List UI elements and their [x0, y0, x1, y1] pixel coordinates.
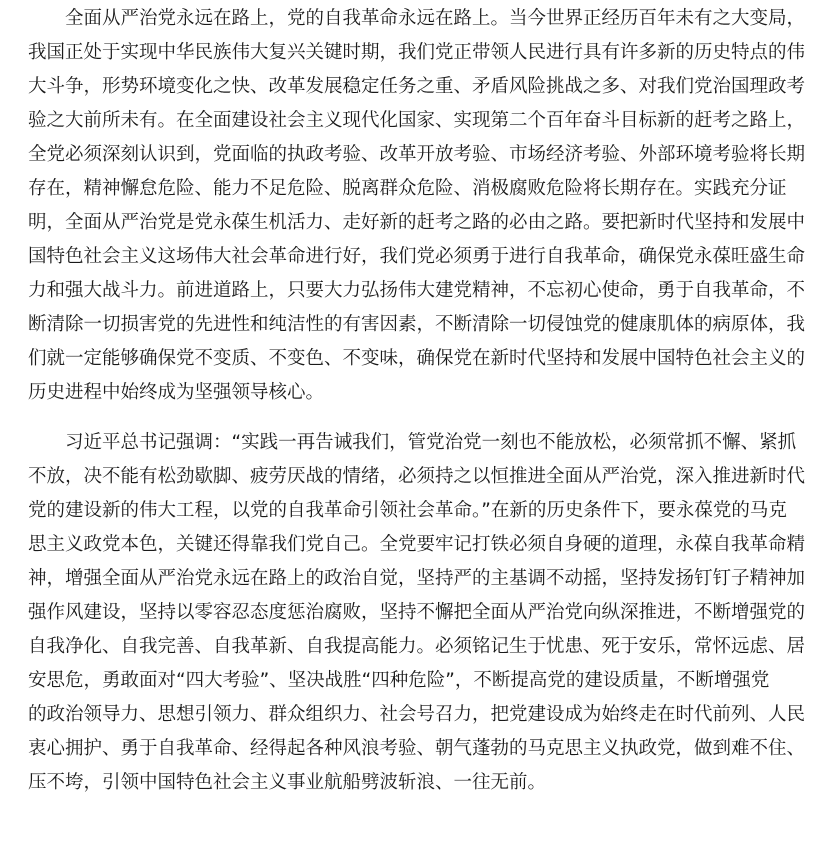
paragraph-line: 思主义政党本色，关键还得靠我们党自己。全党要牢记打铁必须自身硬的道理，永葆自我革命精	[28, 534, 806, 555]
paragraph-2	[28, 426, 806, 800]
paragraph-line: 全面从严治党永远在路上，党的自我革命永远在路上。当今世界正经历百年未有之大变局，	[65, 8, 806, 29]
paragraph-line: 党的建设新的伟大工程，以党的自我革命引领社会革命。”在新的历史条件下，要永葆党的马克	[28, 500, 787, 521]
paragraph-line: 全党必须深刻认识到，党面临的执政考验、改革开放考验、市场经济考验、外部环境考验将长期	[28, 144, 806, 165]
paragraph-line: 压不垮，引领中国特色社会主义事业航船劈波斩浪、一往无前。	[28, 772, 547, 793]
paragraph-spacer	[28, 410, 788, 426]
paragraph-line: 存在，精神懈怠危险、能力不足危险、脱离群众危险、消极腐败危险将长期存在。实践充分证	[28, 178, 787, 199]
paragraph-line: 安思危，勇敢面对“四大考验”、坚决战胜“四种危险”，不断提高党的建设质量，不断增强党	[28, 670, 770, 691]
paragraph-line: 国特色社会主义这场伟大社会革命进行好，我们党必须勇于进行自我革命，确保党永葆旺盛生命	[28, 246, 806, 267]
paragraph-line: 自我净化、自我完善、自我革新、自我提高能力。必须铭记生于忧患、死于安乐，常怀远虑、居	[28, 636, 806, 657]
paragraph-line: 断清除一切损害党的先进性和纯洁性的有害因素，不断清除一切侵蚀党的健康肌体的病原体，我	[28, 314, 806, 335]
paragraph-line: 强作风建设，坚持以零容忍态度惩治腐败，坚持不懈把全面从严治党向纵深推进，不断增强党的	[28, 602, 806, 623]
paragraph-line: 衷心拥护、勇于自我革命、经得起各种风浪考验、朝气蓬勃的马克思主义执政党，做到难不住、	[28, 738, 806, 759]
paragraph-line: 大斗争，形势环境变化之快、改革发展稳定任务之重、矛盾风险挑战之多、对我们党治国理政考	[28, 76, 806, 97]
paragraph-line: 我国正处于实现中华民族伟大复兴关键时期，我们党正带领人民进行具有许多新的历史特点的伟	[28, 42, 806, 63]
paragraph-line: 验之大前所未有。在全面建设社会主义现代化国家、实现第二个百年奋斗目标新的赶考之路上，	[28, 110, 806, 131]
paragraph-line: 神，增强全面从严治党永远在路上的政治自觉，坚持严的主基调不动摇，坚持发扬钉钉子精神加	[28, 568, 806, 589]
paragraph-line: 不放，决不能有松劲歇脚、疲劳厌战的情绪，必须持之以恒推进全面从严治党，深入推进新时代	[28, 466, 806, 487]
article-body	[28, 2, 806, 800]
paragraph-line: 习近平总书记强调：“实践一再告诫我们，管党治党一刻也不能放松，必须常抓不懈、紧抓	[65, 432, 797, 453]
paragraph-line: 的政治领导力、思想引领力、群众组织力、社会号召力，把党建设成为始终走在时代前列、人民	[28, 704, 806, 725]
paragraph-1	[28, 2, 806, 410]
paragraph-line: 历史进程中始终成为坚强领导核心。	[28, 382, 325, 403]
paragraph-line: 明，全面从严治党是党永葆生机活力、走好新的赶考之路的必由之路。要把新时代坚持和发展中	[28, 212, 806, 233]
paragraph-line: 力和强大战斗力。前进道路上，只要大力弘扬伟大建党精神，不忘初心使命，勇于自我革命，不	[28, 280, 806, 301]
paragraph-line: 们就一定能够确保党不变质、不变色、不变味，确保党在新时代坚持和发展中国特色社会主义的	[28, 348, 806, 369]
